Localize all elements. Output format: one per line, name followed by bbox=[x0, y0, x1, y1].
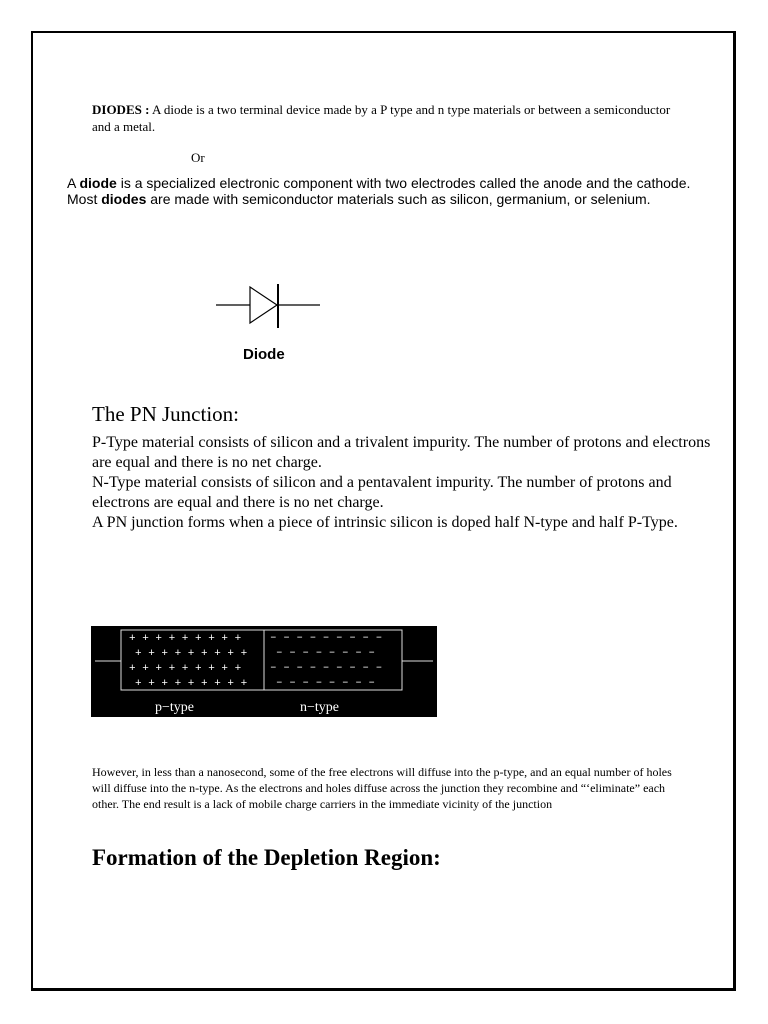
or-separator: Or bbox=[191, 150, 205, 165]
diodes-definition bbox=[92, 101, 692, 135]
alt-def-bold-diode: diode bbox=[79, 175, 117, 191]
n-row-1: – – – – – – – – bbox=[276, 647, 376, 659]
diode-caption: Diode bbox=[243, 346, 285, 363]
n-row-3: – – – – – – – – bbox=[276, 677, 376, 689]
pn-paragraph-junction: A PN junction forms when a piece of intrinsic silicon is doped half N-type and half P-Type. bbox=[92, 514, 678, 531]
p-row-3: + + + + + + + + + bbox=[135, 678, 248, 690]
diffusion-paragraph: However, in less than a nanosecond, some of the free electrons will diffuse into the p-type, and an equal number of holes will diffuse into the n-type. As the electrons and holes diffuse across the junction they recombine and “‘eliminate” each other. The end result is a lack of mobile charge carriers in the immediate vicinity of the junction bbox=[92, 765, 672, 811]
pn-paragraph-n-type: N-Type material consists of silicon and a pentavalent impurity. The number of protons and electrons are equal and there is no net charge. bbox=[92, 474, 672, 511]
alt-def-bold-diodes: diodes bbox=[101, 191, 147, 207]
alt-def-text-2: is a specialized electronic component with two electrodes called the anode and the cathode. Most bbox=[67, 175, 691, 207]
alt-def-text-1: A bbox=[67, 175, 80, 191]
n-row-2: – – – – – – – – – bbox=[270, 662, 383, 674]
pn-paragraph-p-type: P-Type material consists of silicon and a trivalent impurity. The number of protons and electrons are equal and there is no net charge. bbox=[92, 434, 711, 471]
n-row-0: – – – – – – – – – bbox=[270, 632, 383, 644]
alternate-definition bbox=[67, 175, 707, 207]
n-type-label: n−type bbox=[300, 700, 339, 715]
pn-junction-heading: The PN Junction: bbox=[92, 402, 239, 426]
pn-junction-body bbox=[92, 433, 712, 533]
p-row-2: + + + + + + + + + bbox=[129, 663, 242, 675]
depletion-region-heading: Formation of the Depletion Region: bbox=[92, 845, 441, 870]
diodes-definition-text: A diode is a two terminal device made by a P type and n type materials or between a semiconductor and a metal. bbox=[92, 102, 671, 134]
p-row-0: + + + + + + + + + bbox=[129, 633, 242, 645]
diodes-term: DIODES : bbox=[92, 102, 150, 117]
p-type-label: p−type bbox=[155, 700, 194, 715]
p-row-1: + + + + + + + + + bbox=[135, 648, 248, 660]
diode-symbol-icon bbox=[216, 284, 320, 330]
pn-junction-figure bbox=[91, 626, 437, 717]
alt-def-text-3: are made with semiconductor materials such as silicon, germanium, or selenium. bbox=[146, 191, 651, 207]
